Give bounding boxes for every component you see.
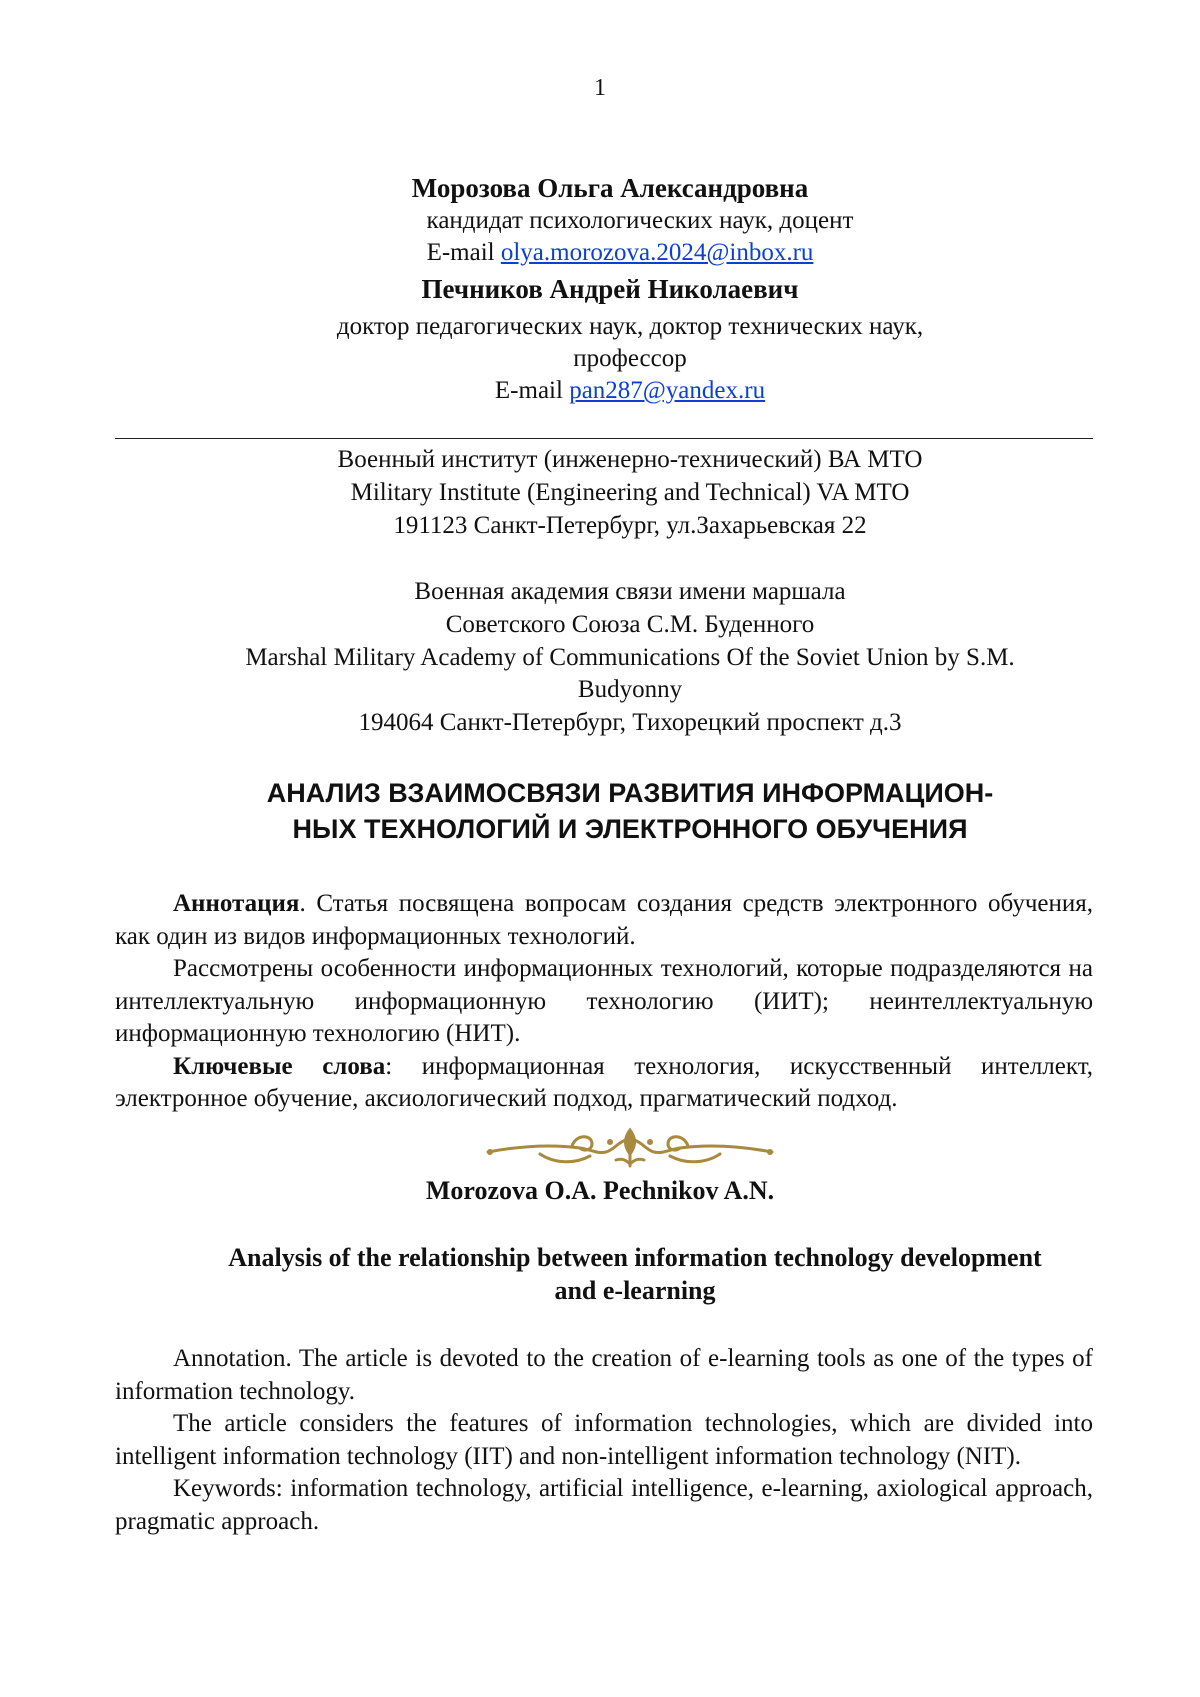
title-en-line-1: Analysis of the relationship between information technology development: [228, 1243, 1042, 1272]
author-1-email-link[interactable]: olya.morozova.2024@inbox.ru: [500, 239, 814, 266]
title-en-line-2: and e-learning: [554, 1276, 716, 1305]
abstract-ru-text: . Статья посвящена вопросам создания средств электронного обучения, как один из видов информационных технологий.: [115, 890, 1093, 950]
abstract-ru: [115, 888, 1093, 1116]
author-2-title-line-2: профессор: [573, 345, 687, 372]
author-1-title: кандидат психологических наук, доцент: [426, 207, 854, 234]
author-2-email-line: [30, 376, 1200, 406]
author-2-name: Печников Андрей Николаевич: [421, 274, 799, 304]
keywords-ru-paragraph: [115, 1051, 1093, 1116]
author-2-email-label: E-mail: [494, 377, 570, 404]
abstract-ru-paragraph-1: [115, 888, 1093, 953]
abstract-ru-paragraph-2: Рассмотрены особенности информационных технологий, которые подразделяются на интеллектуальную информационную технологию (ИИТ); неинтеллектуальную информационную технологию (НИТ).: [115, 955, 1093, 1047]
abstract-ru-label: Аннотация: [173, 890, 300, 917]
author-1-name: Морозова Ольга Александровна: [411, 173, 809, 203]
affiliation-2-line-4: Budyonny: [577, 676, 683, 703]
affiliation-2-line-3: Marshal Military Academy of Communications Of the Soviet Union by S.M.: [245, 644, 1015, 671]
abstract-en-paragraph-1: Annotation. The article is devoted to the creation of e-learning tools as one of the types of information technology.: [115, 1345, 1093, 1405]
title-ru-line-1: АНАЛИЗ ВЗАИМОСВЯЗИ РАЗВИТИЯ ИНФОРМАЦИОН-: [266, 778, 994, 808]
abstract-en-paragraph-2: The article considers the features of information technologies, which are divided into intelligent information technology (IIT) and non-intelligent information technology (NIT).: [115, 1410, 1093, 1470]
affiliation-1-line-3: 191123 Санкт-Петербург, ул.Захарьевская 22: [393, 512, 867, 539]
keywords-ru-label: Ключевые слова: [173, 1052, 386, 1080]
affiliation-2-line-1: Военная академия связи имени маршала: [414, 578, 846, 605]
header-divider: [115, 438, 1093, 439]
affiliation-1-line-1: Военный институт (инженерно-технический) ВА МТО: [337, 446, 923, 473]
abstract-en: [115, 1343, 1093, 1538]
title-ru-line-2: НЫХ ТЕХНОЛОГИЙ И ЭЛЕКТРОННОГО ОБУЧЕНИЯ: [292, 814, 968, 844]
author-2-title-line-1: доктор педагогических наук, доктор технических наук,: [336, 313, 924, 340]
page-number: 1: [594, 75, 606, 101]
author-1-email-label: E-mail: [426, 239, 501, 266]
affiliation-2-line-2: Советского Союза С.М. Буденного: [445, 611, 815, 638]
title-en: [175, 1241, 1095, 1307]
keywords-ru-text: : информационная технология, искусственный интеллект, электронное обучение, аксиологический подход, прагматический подход.: [115, 1052, 1093, 1112]
authors-en: Morozova O.A. Pechnikov A.N.: [425, 1176, 775, 1205]
author-1-email-line: [20, 238, 1200, 268]
affiliation-2-line-5: 194064 Санкт-Петербург, Тихорецкий проспект д.3: [358, 709, 902, 736]
affiliation-1-line-2: Military Institute (Engineering and Technical) VA MTO: [350, 479, 910, 506]
author-2-email-link[interactable]: pan287@yandex.ru: [569, 377, 766, 404]
flourish-divider-icon: [480, 1124, 780, 1170]
abstract-en-paragraph-3: Keywords: information technology, artificial intelligence, e-learning, axiological approach, pragmatic approach.: [115, 1475, 1093, 1535]
